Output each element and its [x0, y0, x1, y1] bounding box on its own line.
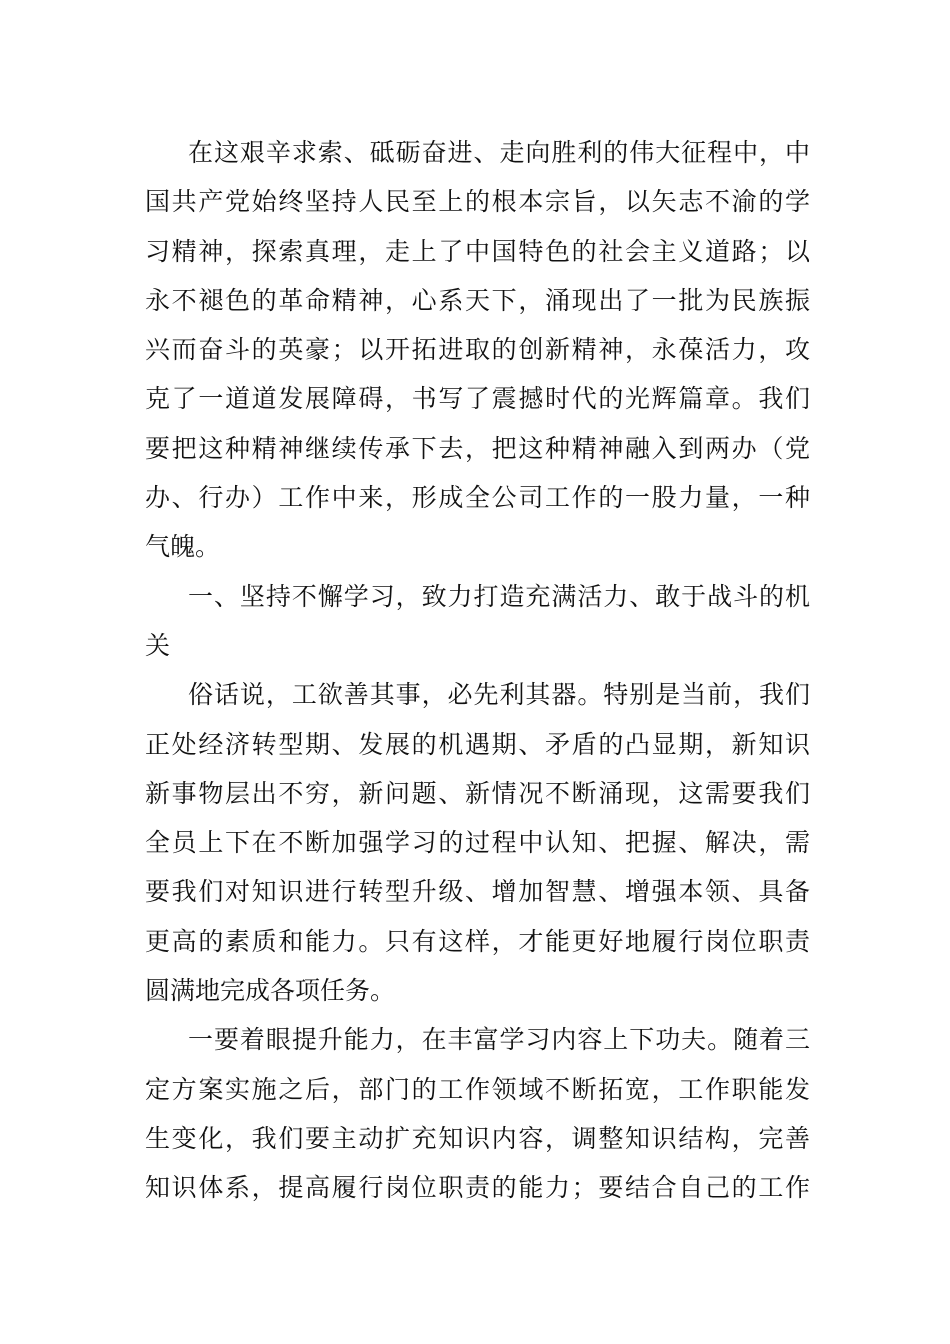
heading-line: 关 [145, 630, 171, 660]
text-line: 在这艰辛求索、砥砺奋进、走向胜利的伟大征程中，中 [188, 138, 810, 167]
text-line: 更高的素质和能力。只有这样，才能更好地履行岗位职责 [145, 926, 810, 956]
text-line: 办、行办）工作中来，形成全公司工作的一股力量，一种 [145, 483, 810, 513]
paragraph-intro [145, 128, 810, 572]
heading-line: 一、坚持不懈学习，致力打造充满活力、敢于战斗的机 [188, 581, 810, 611]
text-line: 全员上下在不断加强学习的过程中认知、把握、解决，需 [145, 828, 810, 858]
text-line: 正处经济转型期、发展的机遇期、矛盾的凸显期，新知识 [145, 729, 810, 759]
text-line: 国共产党始终坚持人民至上的根本宗旨，以矢志不渝的学 [145, 187, 810, 217]
document-body [145, 128, 810, 1213]
text-line: 新事物层出不穷，新问题、新情况不断涌现，这需要我们 [145, 778, 810, 808]
text-line: 要我们对知识进行转型升级、增加智慧、增强本领、具备 [145, 877, 810, 907]
text-line: 生变化，我们要主动扩充知识内容，调整知识结构，完善 [145, 1123, 810, 1153]
text-line: 气魄。 [145, 532, 221, 562]
paragraph-proverb [145, 670, 810, 1015]
text-line: 要把这种精神继续传承下去，把这种精神融入到两办（党 [145, 433, 810, 463]
text-line: 圆满地完成各项任务。 [145, 976, 396, 1006]
text-line: 一要着眼提升能力，在丰富学习内容上下功夫。随着三 [188, 1025, 810, 1055]
text-line: 俗话说，工欲善其事，必先利其器。特别是当前，我们 [188, 680, 810, 710]
text-line: 知识体系，提高履行岗位职责的能力；要结合自己的工作 [145, 1173, 810, 1203]
section-heading [145, 572, 810, 671]
text-line: 克了一道道发展障碍，书写了震撼时代的光辉篇章。我们 [145, 384, 810, 414]
text-line: 兴而奋斗的英豪；以开拓进取的创新精神，永葆活力，攻 [145, 335, 810, 365]
text-line: 习精神，探索真理，走上了中国特色的社会主义道路；以 [145, 236, 810, 266]
text-line: 定方案实施之后，部门的工作领域不断拓宽，工作职能发 [145, 1074, 810, 1104]
paragraph-point-1 [145, 1015, 810, 1212]
text-line: 永不褪色的革命精神，心系天下，涌现出了一批为民族振 [145, 285, 810, 315]
